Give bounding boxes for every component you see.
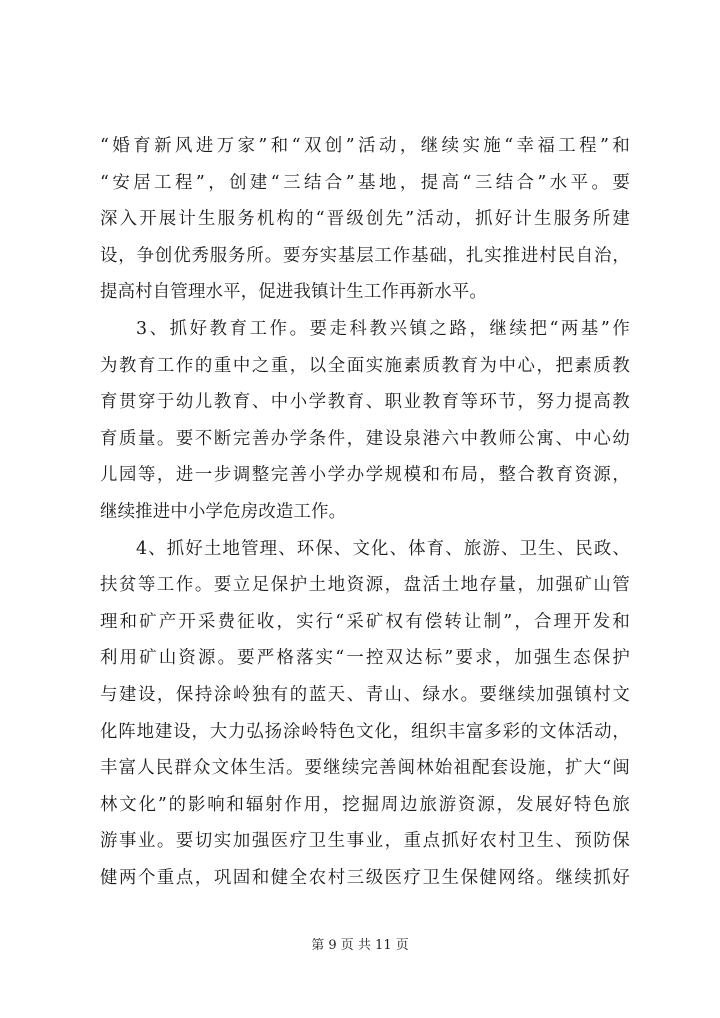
text-line: 设，争创优秀服务所。要夯实基层工作基础，扎实推进村民自治， bbox=[100, 245, 630, 266]
text-line: 育质量。要不断完善办学条件，建设泉港六中教师公寓、中心幼 bbox=[100, 428, 630, 449]
text-line: 育贯穿于幼儿教育、中小学教育、职业教育等环节，努力提高教 bbox=[100, 392, 630, 413]
text-line: 健两个重点，巩固和健全农村三级医疗卫生保健网络。继续抓好 bbox=[100, 867, 630, 888]
text-line: 丰富人民群众文体生活。要继续完善闽林始祖配套设施，扩大“闽 bbox=[100, 758, 630, 779]
text-line: “安居工程”，创建“三结合”基地，提高“三结合”水平。要 bbox=[100, 172, 630, 193]
page-number: 第 9 页 共 11 页 bbox=[311, 938, 409, 953]
body-text bbox=[100, 128, 630, 896]
text-line: 游事业。要切实加强医疗卫生事业，重点抓好农村卫生、预防保 bbox=[100, 831, 630, 852]
text-line: 继续推进中小学危房改造工作。 bbox=[100, 501, 347, 522]
paragraph-heading-line: 4、抓好土地管理、环保、文化、体育、旅游、卫生、民政、 bbox=[136, 538, 630, 559]
paragraph-heading-line: 3、抓好教育工作。要走科教兴镇之路，继续把“两基”作 bbox=[136, 318, 630, 339]
text-line: 为教育工作的重中之重，以全面实施素质教育为中心，把素质教 bbox=[100, 355, 630, 376]
text-line: 林文化”的影响和辐射作用，挖掘周边旅游资源，发展好特色旅 bbox=[100, 794, 630, 815]
text-line: 儿园等，进一步调整完善小学办学规模和布局，整合教育资源， bbox=[100, 465, 630, 486]
text-line: 扶贫等工作。要立足保护土地资源，盘活土地存量，加强矿山管 bbox=[100, 575, 630, 596]
text-line: 利用矿山资源。要严格落实“一控双达标”要求，加强生态保护 bbox=[100, 648, 630, 669]
text-line: 与建设，保持涂岭独有的蓝天、青山、绿水。要继续加强镇村文 bbox=[100, 684, 630, 705]
text-line: 理和矿产开采费征收，实行“采矿权有偿转让制”，合理开发和 bbox=[100, 611, 630, 632]
text-line: 化阵地建设，大力弘扬涂岭特色文化，组织丰富多彩的文体活动， bbox=[100, 721, 630, 742]
text-line: 提高村自管理水平，促进我镇计生工作再新水平。 bbox=[100, 282, 487, 303]
text-line: 深入开展计生服务机构的“晋级创先”活动，抓好计生服务所建 bbox=[100, 209, 630, 230]
text-line: “婚育新风进万家”和“双创”活动，继续实施“幸福工程”和 bbox=[100, 136, 630, 156]
